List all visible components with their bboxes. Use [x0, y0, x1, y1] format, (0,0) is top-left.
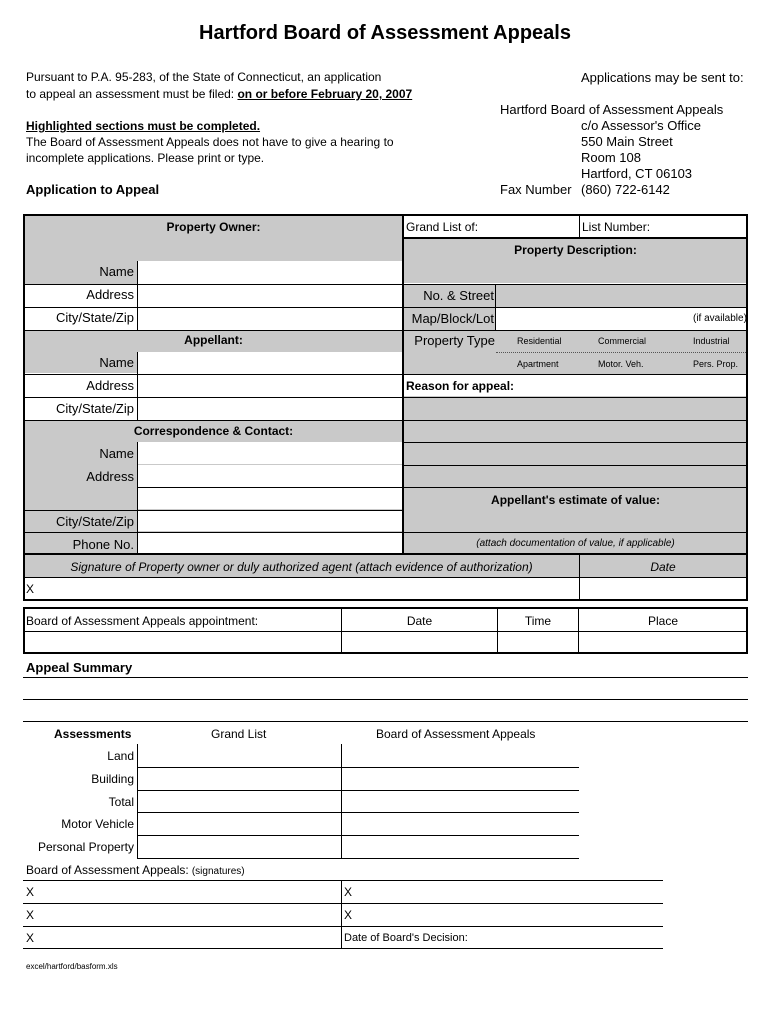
appellant-name-field[interactable]: [138, 352, 403, 373]
signature-x-4[interactable]: X: [344, 908, 353, 922]
reason-label: Reason for appeal:: [406, 379, 515, 393]
type-commercial[interactable]: Commercial: [598, 336, 647, 346]
contact-name-label: Name: [99, 446, 134, 461]
owner-name-field[interactable]: [138, 261, 403, 284]
type-residential[interactable]: Residential: [517, 336, 562, 346]
appointment-label: Board of Assessment Appeals appointment:: [26, 614, 259, 628]
hearing-note2: incomplete applications. Please print or type.: [26, 151, 265, 165]
appellant-city-label: City/State/Zip: [55, 401, 134, 416]
row-total: Total: [108, 795, 134, 809]
section-title: Application to Appeal: [26, 182, 160, 197]
contact-address-label: Address: [86, 469, 134, 484]
contact-address-field[interactable]: [138, 465, 403, 487]
appellant-heading: Appellant:: [184, 333, 243, 347]
owner-name-label: Name: [99, 264, 134, 279]
org-name: Hartford Board of Assessment Appeals: [500, 102, 724, 117]
care-of: c/o Assessor's Office: [581, 118, 702, 133]
intro-line1: Pursuant to P.A. 95-283, of the State of Connecticut, an application: [26, 70, 382, 84]
appellant-address-field[interactable]: [138, 375, 402, 396]
estimate-label: Appellant's estimate of value:: [491, 493, 660, 507]
fax-number: (860) 722-6142: [581, 182, 670, 197]
signature-x-2[interactable]: X: [344, 885, 353, 899]
grand-list-label: Grand List of:: [406, 220, 479, 234]
property-owner-heading: Property Owner:: [166, 220, 261, 234]
street-field[interactable]: [496, 285, 746, 306]
hearing-note1: The Board of Assessment Appeals does not have to give a hearing to: [26, 135, 394, 149]
contact-address-field-2[interactable]: [138, 488, 403, 509]
owner-address-label: Address: [86, 287, 134, 302]
highlight-note: Highlighted sections must be completed.: [26, 119, 261, 133]
page-title: Hartford Board of Assessment Appeals: [199, 22, 571, 44]
board-heading: Board of Assessment Appeals: [376, 727, 536, 741]
city-state: Hartford, CT 06103: [581, 166, 693, 181]
type-personal-property[interactable]: Pers. Prop.: [693, 359, 739, 369]
appeal-summary-title: Appeal Summary: [26, 660, 133, 675]
appellant-address-label: Address: [86, 378, 134, 393]
row-personal-property: Personal Property: [37, 840, 134, 854]
signatures-label: [26, 863, 245, 877]
contact-name-field[interactable]: [138, 442, 403, 464]
owner-city-field[interactable]: [138, 308, 402, 329]
appointment-time: Time: [524, 614, 552, 628]
assessments-heading: Assessments: [54, 727, 132, 741]
signature-x-5[interactable]: X: [26, 931, 35, 945]
property-type-label: Property Type: [414, 333, 495, 348]
if-available-note: (if available): [693, 313, 747, 324]
decision-date-label: Date of Board's Decision:: [344, 932, 468, 944]
row-building: Building: [91, 772, 134, 786]
row-land: Land: [107, 749, 134, 763]
signature-date-label: Date: [650, 560, 676, 574]
signature-x[interactable]: X: [26, 582, 35, 596]
contact-city-field[interactable]: [138, 510, 403, 531]
signature-x-3[interactable]: X: [26, 908, 35, 922]
contact-city-label: City/State/Zip: [55, 514, 134, 529]
fax-label: Fax Number: [500, 182, 572, 197]
map-block-lot-label: Map/Block/Lot: [411, 311, 494, 326]
appellant-name-label: Name: [99, 355, 134, 370]
appointment-place: Place: [647, 614, 679, 628]
type-industrial[interactable]: Industrial: [693, 336, 730, 346]
no-street-label: No. & Street: [423, 288, 494, 303]
signature-label: Signature of Property owner or duly authorized agent (attach evidence of authorization): [70, 560, 533, 574]
appellant-city-field[interactable]: [138, 398, 402, 419]
type-motor-vehicle[interactable]: Motor. Veh.: [598, 359, 644, 369]
row-motor-vehicle: Motor Vehicle: [61, 817, 134, 831]
correspondence-heading: Correspondence & Contact:: [133, 424, 294, 438]
attach-doc-note: (attach documentation of value, if applicable): [476, 538, 675, 549]
type-apartment[interactable]: Apartment: [517, 359, 559, 369]
room: Room 108: [581, 150, 641, 165]
sent-to-label: Applications may be sent to:: [581, 70, 744, 85]
property-description-heading: Property Description:: [514, 243, 637, 257]
owner-address-field[interactable]: [138, 285, 402, 306]
list-number-label: List Number:: [582, 220, 651, 234]
footer-filename: excel/hartford/basform.xls: [26, 962, 118, 971]
filing-deadline: on or before February 20, 2007: [237, 87, 413, 101]
signatures-label-text: Board of Assessment Appeals:: [26, 863, 189, 877]
intro-line2-prefix: to appeal an assessment must be filed:: [26, 87, 235, 101]
owner-city-label: City/State/Zip: [55, 310, 134, 325]
phone-field[interactable]: [138, 532, 403, 554]
signature-x-1[interactable]: X: [26, 885, 35, 899]
appointment-date: Date: [406, 614, 433, 628]
intro-line2: [26, 87, 412, 101]
phone-label: Phone No.: [72, 537, 134, 552]
street-address: 550 Main Street: [581, 134, 673, 149]
grand-list-heading: Grand List: [211, 727, 267, 741]
signatures-note: (signatures): [191, 866, 245, 877]
